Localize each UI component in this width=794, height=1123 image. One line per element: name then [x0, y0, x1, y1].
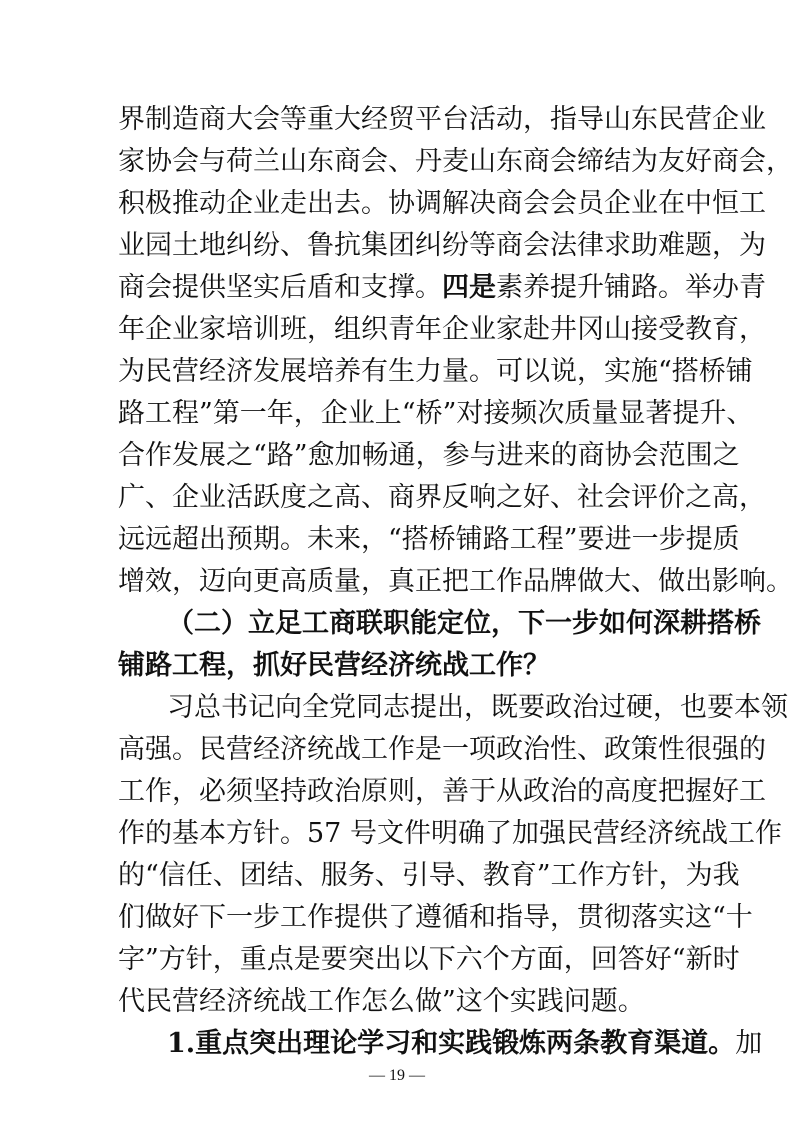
- text-line: 字”方针，重点是要突出以下六个方面，回答好“新时: [118, 944, 740, 975]
- section-heading: 铺路工程，抓好民营经济统战工作？: [118, 650, 550, 681]
- text-line: 增效，迈向更高质量，真正把工作品牌做大、做出影响。: [118, 566, 793, 597]
- text-line: 的“信任、团结、服务、引导、教育”工作方针，为我: [118, 860, 740, 891]
- text-line: 高强。民营经济统战工作是一项政治性、政策性很强的: [118, 734, 766, 765]
- text-line: 广、企业活跃度之高、商界反响之好、社会评价之高，: [118, 482, 766, 513]
- text-line: 年企业家培训班，组织青年企业家赴井冈山接受教育，: [118, 314, 766, 345]
- subsection-title: 1.重点突出理论学习和实践锻炼两条教育渠道。: [167, 1028, 736, 1059]
- text-line: 界制造商大会等重大经贸平台活动，指导山东民营企业: [118, 104, 766, 135]
- text-segment: 商会提供坚实后盾和支撑。: [118, 272, 442, 303]
- text-segment: 素养提升铺路。举办青: [496, 272, 766, 303]
- text-line: 远远超出预期。未来，“搭桥铺路工程”要进一步提质: [118, 524, 740, 555]
- subsection-heading: [167, 1024, 763, 1064]
- text-line: 业园土地纠纷、鲁抗集团纠纷等商会法律求助难题，为: [118, 230, 766, 261]
- section-heading: （二）立足工商联职能定位，下一步如何深耕搭桥: [167, 608, 761, 639]
- text-line: 工作，必须坚持政治原则，善于从政治的高度把握好工: [118, 776, 766, 807]
- bold-marker: 四是: [442, 272, 496, 303]
- text-line: 习总书记向全党同志提出，既要政治过硬，也要本领: [167, 692, 788, 723]
- text-line: 积极推动企业走出去。协调解决商会会员企业在中恒工: [118, 188, 766, 219]
- text-line: 路工程”第一年，企业上“桥”对接频次质量显著提升、: [118, 398, 754, 429]
- text-line: 合作发展之“路”愈加畅通，参与进来的商协会范围之: [118, 440, 740, 471]
- text-line: [118, 268, 766, 308]
- page-number: — 19 —: [369, 1067, 425, 1084]
- text-line: 家协会与荷兰山东商会、丹麦山东商会缔结为友好商会，: [118, 146, 793, 177]
- text-line: 作的基本方针。57 号文件明确了加强民营经济统战工作: [118, 818, 782, 849]
- text-line: 们做好下一步工作提供了遵循和指导，贯彻落实这“十: [118, 902, 753, 933]
- text-segment: 加: [735, 1028, 763, 1059]
- text-line: 代民营经济统战工作怎么做”这个实践问题。: [118, 986, 645, 1017]
- text-line: 为民营经济发展培养有生力量。可以说，实施“搭桥铺: [118, 356, 753, 387]
